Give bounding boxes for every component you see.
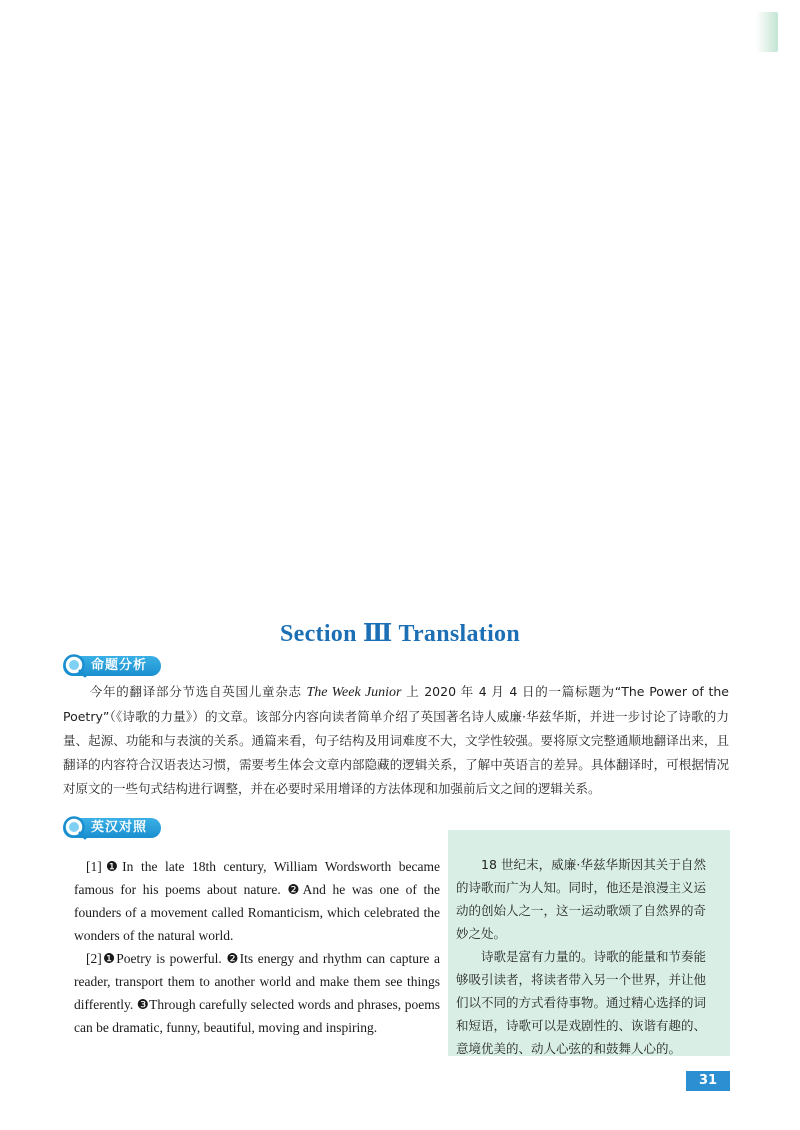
- analysis-tag: [63, 655, 161, 677]
- magazine-name: The Week Junior: [306, 685, 402, 700]
- english-paragraph-1: [1]❶In the late 18th century, William Wordsworth became famous for his poems about nature. ❷And he was one of the founders of a movement called Romanticism, which celebrated the wonders of the natural world.: [74, 859, 440, 943]
- compare-tag: [63, 817, 161, 839]
- analysis-text-start: 今年的翻译部分节选自英国儿童杂志: [89, 684, 307, 699]
- analysis-paragraph: [63, 680, 729, 801]
- corner-decoration: [756, 12, 778, 52]
- english-column: [74, 855, 440, 1039]
- compare-tag-label: 英汉对照: [63, 818, 161, 838]
- chinese-paragraph-1: 18 世纪末，威廉·华兹华斯因其关于自然的诗歌而广为人知。同时，他还是浪漫主义运动的创始人之一，这一运动歌颂了自然界的奇妙之处。: [456, 857, 707, 941]
- magnifier-icon: [63, 654, 87, 678]
- section-title: Section Ⅲ Translation: [280, 621, 520, 647]
- chinese-paragraph-2: 诗歌是富有力量的。诗歌的能量和节奏能够吸引读者，将读者带入另一个世界，并让他们以不同的方式看待事物。通过精心选择的词和短语，诗歌可以是戏剧性的、诙谐有趣的、意境优美的、动人心弦的和鼓舞人心的。: [456, 949, 707, 1056]
- chinese-column: [456, 853, 706, 1060]
- page-number: 31: [686, 1071, 730, 1091]
- analysis-tag-label: 命题分析: [63, 656, 161, 676]
- analysis-text-rest: 上 2020 年 4 月 4 日的一篇标题为“The Power of the Poetry”（《诗歌的力量》）的文章。该部分内容向读者简单介绍了英国著名诗人威廉·华兹华斯，并进一步讨论了诗歌的力量、起源、功能和与表演的关系。通篇来看，句子结构及用词难度不大，文学性较强。要将原文完整通顺地翻译出来，且翻译的内容符合汉语表达习惯，需要考生体会文章内部隐藏的逻辑关系，了解中英语言的差异。具体翻译时，可根据情况对原文的一些句式结构进行调整，并在必要时采用增译的方法体现和加强前后文之间的逻辑关系。: [63, 684, 729, 796]
- english-paragraph-2: [2]❶Poetry is powerful. ❷Its energy and rhythm can capture a reader, transport them to another world and make them see things differently. ❸Through carefully selected words and phrases, poems can be dramatic, funny, beautiful, moving and inspiring.: [74, 951, 440, 1035]
- magnifier-icon: [63, 816, 87, 840]
